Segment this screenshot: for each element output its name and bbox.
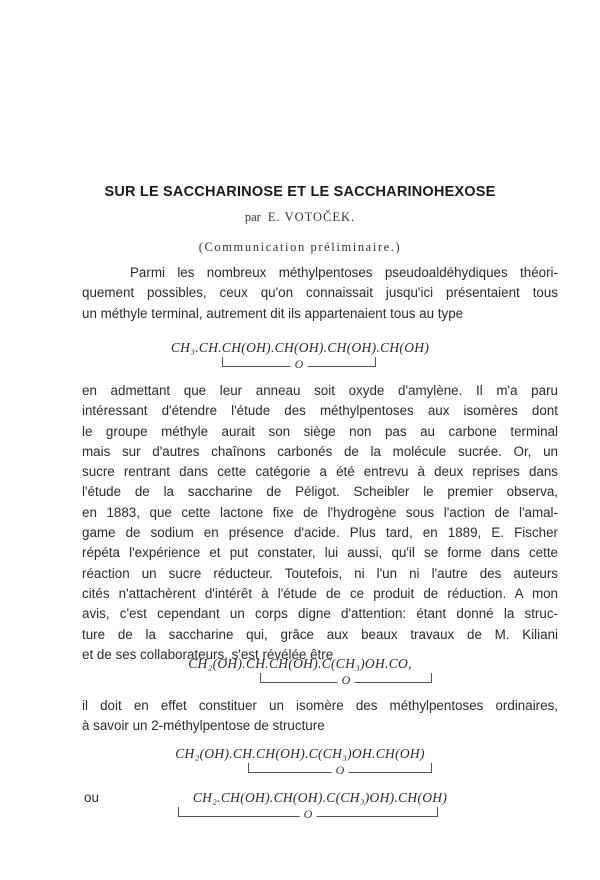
paragraph-3: [82, 696, 558, 737]
text-line: intéressant d'étendre l'étude des méthylpentoses aux isomères dont: [82, 403, 558, 419]
text-line: réaction un sucre réducteur. Toutefois, ni l'un ni l'autre des auteurs: [82, 565, 558, 581]
text-line: et de ses collaborateurs, s'est révélée être: [82, 646, 334, 662]
text-line: Parmi les nombreux méthylpentoses pseudoaldéhydiques théori-: [130, 265, 558, 280]
text-line: avis, c'est cependant un corps digne d'attention: étant donné la struc-: [82, 606, 558, 622]
ring-bracket-1: [222, 357, 376, 371]
formula-4: CH₂.CH(OH).CH(OH).C(CH₃)OH).CH(OH): [192, 790, 448, 805]
communication-text: (Communication préliminaire.): [198, 240, 402, 254]
text-line: sucre rentrant dans cette catégorie a été entrevu à deux reprises dans: [82, 464, 558, 480]
text-line: un méthyle terminal, autrement dit ils appartenaient tous au type: [82, 305, 464, 321]
text-line: l'étude de la saccharine de Péligot. Scheibler le premier observa,: [82, 484, 558, 500]
formula-1: CH₃.CH.CH(OH).CH(OH).CH(OH).CH(OH): [170, 340, 430, 355]
ring-bracket-4: [178, 807, 438, 821]
text-line: le groupe méthyle aurait son siège non pas au carbone terminal: [82, 423, 558, 439]
paragraph-2: [82, 381, 558, 665]
ring-bracket-3: [248, 763, 432, 777]
byline-par: par: [244, 210, 261, 224]
text-line: ture de la saccharine qui, grâce aux beaux travaux de M. Kiliani: [82, 626, 558, 642]
formula-3: CH₂(OH).CH.CH(OH).C(CH₃)OH.CH(OH): [175, 746, 425, 761]
text-line: il doit en effet constituer un isomère des méthylpentoses ordinaires,: [82, 698, 558, 713]
communication-note: [0, 240, 600, 255]
author-name: E. VOTOČEK.: [267, 210, 356, 224]
formula-2: CH₂(OH).CH.CH(OH).C(CH₃)OH.CO,: [188, 656, 412, 671]
text-line: à savoir un 2-méthylpentose de structure: [82, 718, 325, 734]
ring-oxygen-label: O: [338, 673, 355, 687]
text-line: en 1883, que cette lactone fixe de l'hydrogène sous l'action de l'amal-: [82, 504, 558, 520]
ou-conjunction: ou: [84, 790, 99, 805]
text-line: en admettant que leur anneau soit oxyde d'amylène. Il m'a paru: [82, 383, 558, 398]
ring-oxygen-label: O: [332, 763, 349, 777]
text-line: quement possibles, ceux qu'on connaissait jusqu'ici présentaient tous: [82, 285, 558, 301]
ring-oxygen-label: O: [300, 807, 317, 821]
text-line: répéta l'expérience et put constater, lui aussi, qu'il se forme dans cette: [82, 545, 558, 561]
paragraph-1: [82, 263, 558, 324]
byline: [0, 210, 600, 225]
text-line: mais sur d'autres chaînons carbonés de la molécule sucrée. Or, un: [82, 443, 558, 459]
ring-bracket-2: [260, 673, 432, 687]
text-line: cités n'attachèrent d'intérêt à l'étude de ce produit de réduction. A mon: [82, 585, 558, 601]
ring-oxygen-label: O: [291, 357, 308, 371]
article-title: SUR LE SACCHARINOSE ET LE SACCHARINOHEXOSE: [104, 184, 496, 200]
text-line: game de sodium en présence d'acide. Plus tard, en 1889, E. Fischer: [82, 525, 558, 541]
